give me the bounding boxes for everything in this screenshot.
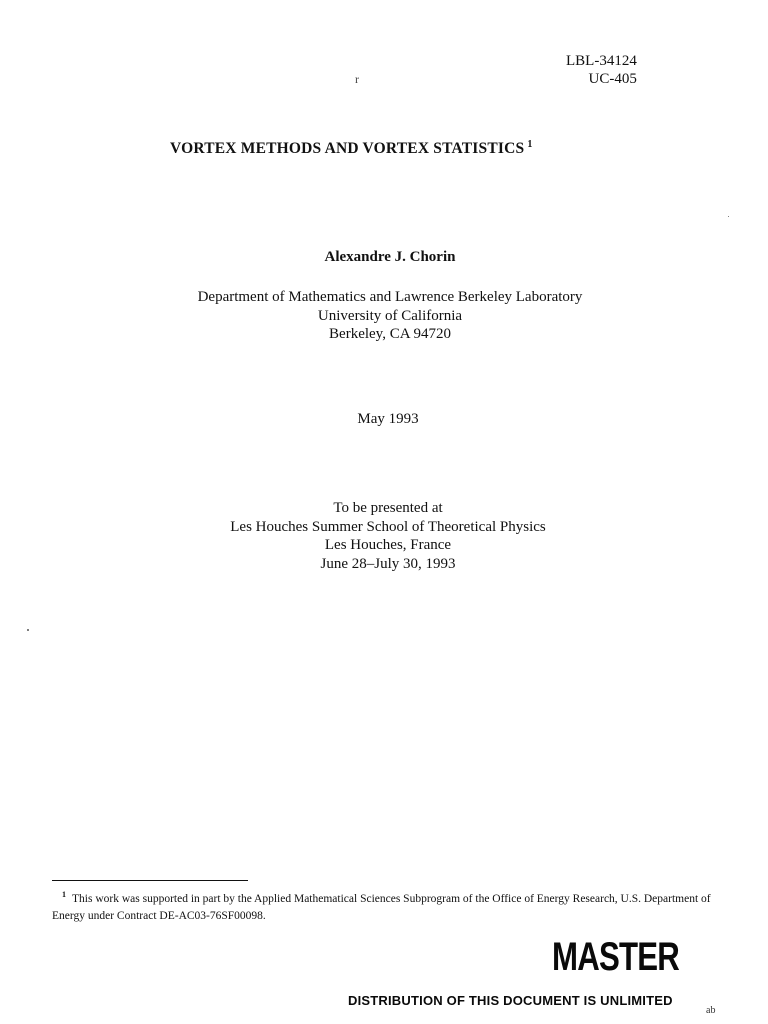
paper-title-text: VORTEX METHODS AND VORTEX STATISTICS [170,140,525,157]
scan-speck [728,216,729,217]
scan-speck [27,629,29,631]
publication-date: May 1993 [357,411,419,427]
author-name: Alexandre J. Chorin [324,249,456,265]
paper-title [170,139,533,158]
footnote-divider [52,880,248,881]
presentation-line-4: June 28–July 30, 1993 [320,555,456,572]
master-stamp: MASTER [552,935,680,979]
title-footnote-marker: 1 [527,139,533,150]
stray-mark: r [355,72,359,86]
affiliation-line-2: University of California [317,307,463,324]
footnote [52,886,712,925]
affiliation-line-3: Berkeley, CA 94720 [329,326,451,342]
footnote-marker: 1 [62,890,66,899]
affiliation-block [0,288,768,344]
affiliation-line-1: Department of Mathematics and Lawrence Berkeley Laboratory [197,289,583,305]
presentation-line-3: Les Houches, France [324,537,452,553]
presentation-line-2: Les Houches Summer School of Theoretical Physics [230,518,546,535]
presentation-line-1: To be presented at [333,500,443,516]
report-number-uc: UC-405 [588,71,637,87]
corner-mark: ab [706,1005,716,1016]
presentation-block [0,499,768,573]
footnote-text: This work was supported in part by the Applied Mathematical Sciences Subprogram of the Office of Energy Research, U.S. Department of Energy under Contract DE-AC03-76SF00098. [52,893,711,922]
report-number-lbl: LBL-34124 [566,53,637,69]
distribution-statement: DISTRIBUTION OF THIS DOCUMENT IS UNLIMITED [348,993,673,1008]
report-numbers [566,52,637,88]
